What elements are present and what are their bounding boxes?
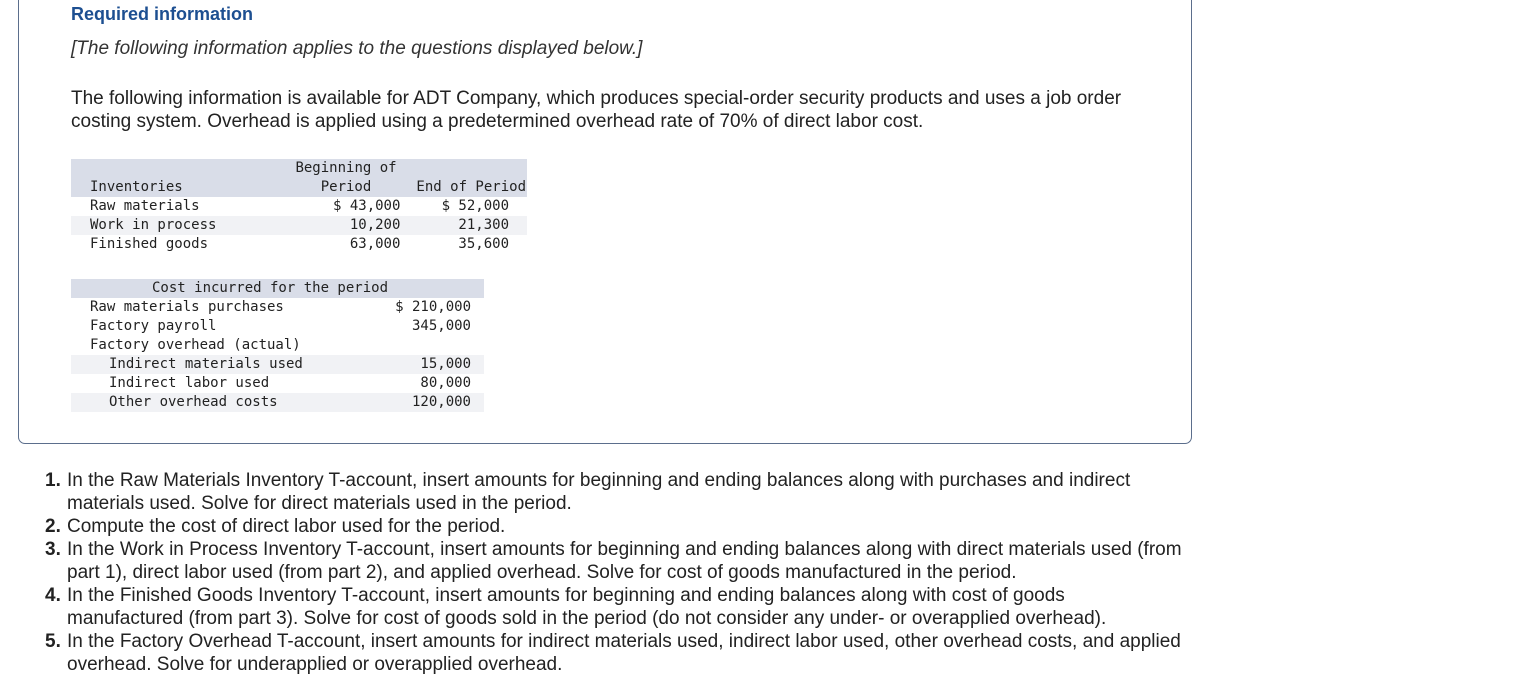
table-row bbox=[71, 235, 527, 254]
question-text: Compute the cost of direct labor used for the period. bbox=[67, 516, 506, 537]
end-value: 35,600 bbox=[458, 236, 509, 252]
question-number: 3. bbox=[45, 539, 61, 560]
question-number: 4. bbox=[45, 585, 61, 606]
table-row bbox=[71, 197, 527, 216]
costs-header: Cost incurred for the period bbox=[71, 279, 484, 298]
question-item bbox=[45, 584, 1185, 630]
begin-col-header-1: Beginning of bbox=[280, 159, 417, 178]
table-row bbox=[71, 393, 484, 412]
table-row bbox=[71, 374, 484, 393]
end-col-header: End of Period bbox=[416, 179, 526, 195]
begin-value: 63,000 bbox=[349, 236, 401, 252]
inventories-header-row-2 bbox=[71, 178, 527, 197]
begin-value: $ 43,000 bbox=[332, 198, 401, 214]
question-text: In the Work in Process Inventory T-account, insert amounts for beginning and ending balances along with direct materials used (from part 1), direct labor used (from part 2), and applied overhead. Solve for cost of goods manufactured in the period. bbox=[67, 539, 1182, 583]
question-item bbox=[45, 515, 1185, 538]
required-info-title: Required information bbox=[71, 4, 254, 24]
row-label: Factory payroll bbox=[90, 318, 217, 334]
question-item bbox=[45, 469, 1185, 515]
question-number: 1. bbox=[45, 470, 61, 491]
table-row bbox=[71, 336, 484, 355]
questions-list bbox=[45, 469, 1185, 676]
row-label: Indirect labor used bbox=[109, 375, 270, 391]
begin-col-header-2: Period bbox=[280, 178, 417, 197]
row-value: $ 210,000 bbox=[395, 299, 471, 315]
end-value: $ 52,000 bbox=[441, 198, 509, 214]
question-text: In the Factory Overhead T-account, insert amounts for indirect materials used, indirect labor used, other overhead costs, and applied overhead. Solve for underapplied or overapplied overhead. bbox=[67, 631, 1181, 675]
row-label: Raw materials bbox=[90, 198, 200, 214]
applies-note: [The following information applies to the questions displayed below.] bbox=[71, 38, 643, 59]
table-row bbox=[71, 317, 484, 336]
costs-header-row bbox=[71, 279, 484, 298]
table-row bbox=[71, 355, 484, 374]
row-label: Work in process bbox=[71, 216, 280, 235]
row-value: 120,000 bbox=[361, 393, 484, 412]
question-text: In the Raw Materials Inventory T-account, insert amounts for beginning and ending balances along with purchases and indirect materials used. Solve for direct materials used in the period. bbox=[67, 470, 1131, 514]
row-value bbox=[361, 336, 484, 355]
row-label: Factory overhead (actual) bbox=[90, 337, 301, 353]
row-label: Raw materials purchases bbox=[90, 299, 284, 315]
question-number: 5. bbox=[45, 631, 61, 652]
row-value: 15,000 bbox=[361, 355, 484, 374]
inventories-table bbox=[71, 159, 527, 254]
row-label: Indirect materials used bbox=[71, 355, 361, 374]
end-value: 21,300 bbox=[416, 216, 527, 235]
row-value: 80,000 bbox=[420, 375, 471, 391]
intro-paragraph: The following information is available for ADT Company, which produces special-order security products and uses a job order costing system. Overhead is applied using a predetermined overhead rate of 70% of direct labor cost. bbox=[71, 88, 1122, 132]
row-label: Finished goods bbox=[90, 236, 209, 252]
begin-value: 10,200 bbox=[280, 216, 417, 235]
costs-table bbox=[71, 279, 484, 412]
inventories-header-row bbox=[71, 159, 527, 178]
table-row bbox=[71, 298, 484, 317]
question-text: In the Finished Goods Inventory T-account, insert amounts for beginning and ending balances along with cost of goods manufactured (from part 3). Solve for cost of goods sold in the period (do not consider any under- or overapplied overhead). bbox=[67, 585, 1107, 629]
row-value: 345,000 bbox=[411, 318, 471, 334]
question-number: 2. bbox=[45, 516, 61, 537]
table-row bbox=[71, 216, 527, 235]
row-label: Other overhead costs bbox=[71, 393, 361, 412]
question-item bbox=[45, 538, 1185, 584]
question-item bbox=[45, 630, 1185, 676]
inventories-col-header: Inventories bbox=[71, 178, 280, 197]
